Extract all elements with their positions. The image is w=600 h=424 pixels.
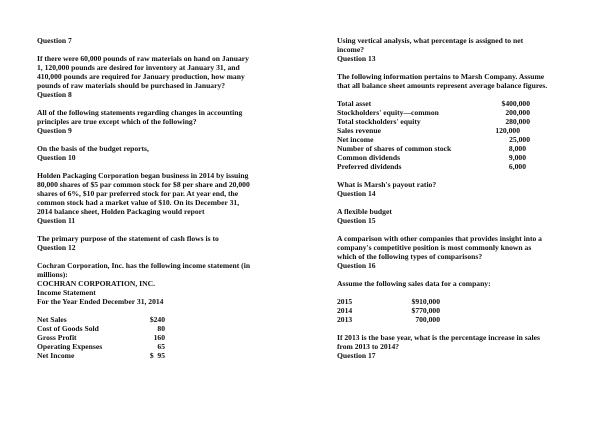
company-name: COCHRAN CORPORATION, INC. (37, 279, 155, 288)
question-7-text-line: 1, 120,000 pounds are desired for inventory at January 31, and (37, 63, 240, 72)
statement-title: Income Statement (37, 288, 96, 297)
question-16-text-line: Assume the following sales data for a company: (337, 279, 491, 288)
question-16-prompt-line: from 2013 to 2014? (337, 342, 400, 351)
question-15-text-line: A comparison with other companies that provides insight into a (337, 234, 542, 243)
question-13-title: Question 13 (337, 54, 376, 63)
question-7-text-line: If there were 60,000 pounds of raw materials on hand on January (37, 54, 249, 63)
question-12-title: Question 12 (37, 243, 76, 252)
row-value: $ 95 (149, 351, 165, 360)
row-value: 80 (157, 324, 165, 333)
question-12-text-line: millions): (37, 270, 68, 279)
table-row (337, 162, 577, 171)
income-statement-table (37, 315, 297, 360)
question-17-title: Question 17 (337, 351, 376, 360)
row-label: Stockholders' equity—common (337, 108, 439, 117)
sales-data-table (337, 297, 577, 324)
table-row (337, 144, 577, 153)
table-row (37, 342, 297, 351)
question-10-text-line: common stock had a market value of $10. On its December 31, (37, 198, 240, 207)
row-value: $910,000 (411, 297, 440, 306)
question-11-text-line: The primary purpose of the statement of cash flows is to (37, 234, 219, 243)
row-value: 120,000 (495, 126, 520, 135)
question-13-text-line: that all balance sheet amounts represent average balance figures. (337, 81, 548, 90)
table-row (37, 351, 297, 360)
statement-period: For the Year Ended December 31, 2014 (37, 297, 164, 306)
question-8-title: Question 8 (37, 90, 72, 99)
question-12-continued-text-line: income? (337, 45, 364, 54)
question-8-text-line: principles are true except which of the following? (37, 117, 197, 126)
question-10-text-line: Holden Packaging Corporation began business in 2014 by issuing (37, 171, 249, 180)
row-value: $400,000 (501, 99, 530, 108)
question-14-text-line: A flexible budget (337, 207, 392, 216)
row-label: Total stockholders' equity (337, 117, 421, 126)
table-row (37, 333, 297, 342)
question-9-title: Question 9 (37, 126, 72, 135)
table-row (337, 126, 577, 135)
question-15-title: Question 15 (337, 216, 376, 225)
marsh-company-data-table (337, 99, 577, 171)
table-row (337, 306, 577, 315)
question-10-title: Question 10 (37, 153, 76, 162)
table-row (337, 315, 577, 324)
question-12-text-line: Cochran Corporation, Inc. has the following income statement (in (37, 261, 251, 270)
question-7-text-line: 410,000 pounds are required for January production, how many (37, 72, 245, 81)
row-value: 9,000 (508, 153, 526, 162)
row-label: Sales revenue (337, 126, 381, 135)
row-label: Cost of Goods Sold (37, 324, 99, 333)
row-value: 6,000 (508, 162, 526, 171)
row-label: Preferred dividends (337, 162, 402, 171)
row-label: Total asset (337, 99, 372, 108)
question-12-continued-text-line: Using vertical analysis, what percentage is assigned to net (337, 36, 524, 45)
question-10-text-line: shares of 6%, $10 par preferred stock for par. At year end, the (37, 189, 239, 198)
row-value: 200,000 (505, 108, 530, 117)
question-15-text-line: which of the following types of comparisons? (337, 252, 483, 261)
question-13-text-line: The following information pertains to Marsh Company. Assume (337, 72, 545, 81)
question-15-text-line: company's competitive position is most commonly known as (337, 243, 532, 252)
right-column (337, 36, 577, 360)
question-10-text-line: 2014 balance sheet, Holden Packaging would report (37, 207, 205, 216)
row-value: 280,000 (505, 117, 530, 126)
row-value: $770,000 (411, 306, 440, 315)
row-label: Gross Profit (37, 333, 77, 342)
row-label: Net Income (37, 351, 75, 360)
question-16-prompt-line: If 2013 is the base year, what is the percentage increase in sales (337, 333, 540, 342)
row-label: Number of shares of common stock (337, 144, 452, 153)
row-label: Net Sales (37, 315, 67, 324)
question-9-text-line: On the basis of the budget reports, (37, 144, 149, 153)
question-8-text-line: All of the following statements regarding changes in accounting (37, 108, 243, 117)
row-value: 8,000 (508, 144, 526, 153)
question-14-title: Question 14 (337, 189, 376, 198)
row-year: 2015 (337, 297, 353, 306)
table-row (337, 117, 577, 126)
row-value: 65 (157, 342, 165, 351)
row-value: 700,000 (415, 315, 440, 324)
row-year: 2013 (337, 315, 353, 324)
table-row (37, 315, 297, 324)
row-year: 2014 (337, 306, 353, 315)
question-10-text-line: 80,000 shares of $5 par common stock for $8 per share and 20,000 (37, 180, 250, 189)
question-7-text-line: pounds of raw materials should be purchased in January? (37, 81, 226, 90)
row-value: 160 (153, 333, 165, 342)
question-16-title: Question 16 (337, 261, 376, 270)
left-column (37, 36, 297, 360)
table-row (37, 324, 297, 333)
question-11-title: Question 11 (37, 216, 76, 225)
row-label: Common dividends (337, 153, 401, 162)
table-row (337, 99, 577, 108)
table-row (337, 135, 577, 144)
row-label: Net income (337, 135, 374, 144)
row-label: Operating Expenses (37, 342, 103, 351)
table-row (337, 153, 577, 162)
row-value: $240 (149, 315, 165, 324)
table-row (337, 297, 577, 306)
question-13-prompt: What is Marsh's payout ratio? (337, 180, 437, 189)
row-value: 25,000 (509, 135, 530, 144)
question-7-title: Question 7 (37, 36, 72, 45)
table-row (337, 108, 577, 117)
